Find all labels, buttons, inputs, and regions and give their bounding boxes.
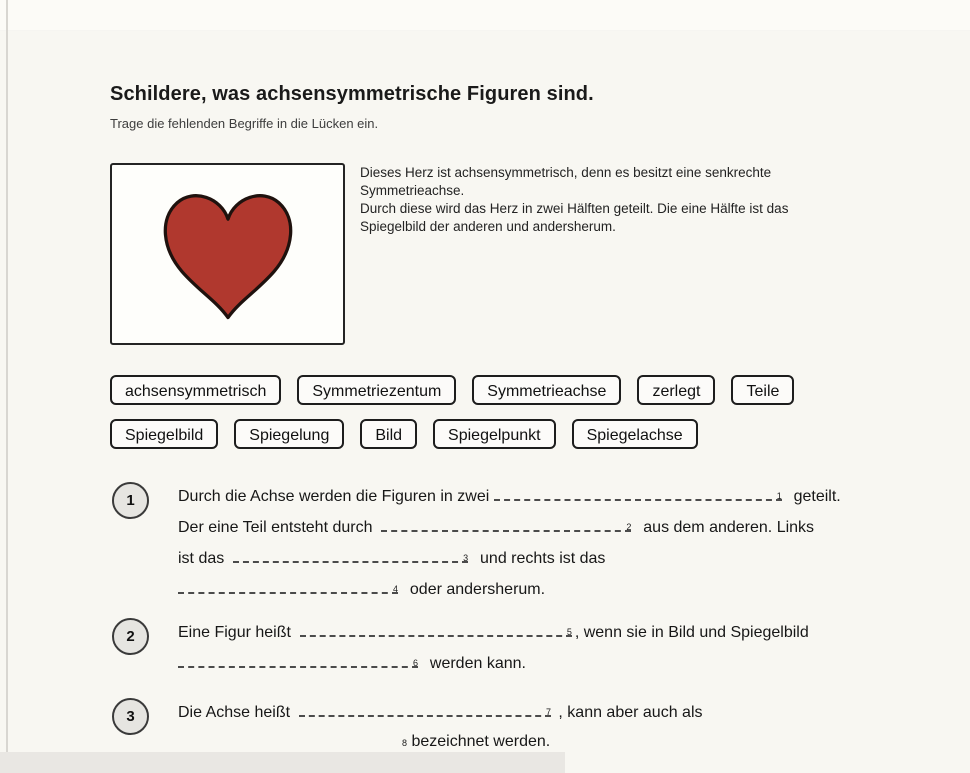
page-title: Schildere, was achsensymmetrische Figuren sind. [110, 83, 594, 105]
blank-number: 7 [545, 707, 551, 717]
blank-number: 2 [626, 522, 632, 532]
exercise-lines [178, 694, 898, 756]
word-chip[interactable]: Spiegelung [234, 419, 344, 449]
blank-number: 4 [392, 584, 398, 594]
word-bank-row [110, 419, 910, 449]
exercise-number-badge: 3 [112, 698, 149, 735]
exercise-text: und rechts ist das [471, 550, 606, 567]
exercise-text: aus dem anderen. Links [634, 519, 815, 536]
figure-caption [360, 164, 960, 236]
blank-field-4[interactable] [178, 571, 398, 594]
page-top-strip [0, 0, 970, 31]
word-chip[interactable]: achsensymmetrisch [110, 375, 281, 405]
word-chip[interactable]: Spiegelpunkt [433, 419, 556, 449]
exercise-number-badge: 1 [112, 482, 149, 519]
blank-number: 8 [402, 738, 408, 748]
blank-number: 6 [412, 658, 418, 668]
exercise-text: werden kann. [421, 655, 526, 672]
blank-number: 5 [566, 627, 572, 637]
blank-field-2[interactable] [381, 509, 631, 532]
exercise-lines [178, 614, 898, 676]
heart-figure-box [110, 163, 345, 345]
blank-field-1[interactable] [494, 478, 782, 501]
heart-icon [146, 176, 310, 332]
exercise-2 [110, 614, 898, 676]
word-chip[interactable]: Spiegelbild [110, 419, 218, 449]
exercise-text: Eine Figur heißt [178, 624, 300, 641]
blank-field-3[interactable] [233, 540, 468, 563]
exercise-text: Die Achse heißt [178, 704, 299, 721]
exercise-number-badge: 2 [112, 618, 149, 655]
figure-caption-line: Spiegelbild der anderen und andersherum. [360, 219, 616, 234]
exercise-text: Durch die Achse werden die Figuren in zwei [178, 488, 494, 505]
blank-field-5[interactable] [300, 614, 572, 637]
figure-caption-line: Dieses Herz ist achsensymmetrisch, denn es besitzt eine senkrechte [360, 165, 772, 180]
page-subtitle: Trage die fehlenden Begriffe in die Lücken ein. [110, 116, 379, 131]
word-chip[interactable]: Spiegelachse [572, 419, 698, 449]
blank-gap[interactable] [178, 725, 402, 746]
exercise-text: geteilt. [784, 488, 841, 505]
exercise-text: , wenn sie in Bild und Spiegelbild [574, 624, 809, 641]
blank-number: 1 [776, 491, 782, 501]
blank-number: 3 [463, 553, 469, 563]
exercise-3 [110, 694, 898, 756]
word-bank-row [110, 375, 910, 405]
heart-shape [165, 196, 290, 318]
exercise-text: oder andersherum. [401, 581, 546, 598]
word-chip[interactable]: Bild [360, 419, 417, 449]
blank-field-6[interactable] [178, 645, 418, 668]
page-left-edge [6, 0, 8, 755]
word-chip[interactable]: Symmetriezentum [297, 375, 456, 405]
exercise-1 [110, 478, 898, 602]
exercise-text: , kann aber auch als [553, 704, 703, 721]
word-chip[interactable]: Symmetrieachse [472, 375, 621, 405]
word-bank [110, 375, 910, 463]
figure-caption-line: Symmetrieachse. [360, 183, 465, 198]
blank-field-7[interactable] [299, 694, 551, 717]
exercise-lines [178, 478, 898, 602]
figure-caption-line: Durch diese wird das Herz in zwei Hälften geteilt. Die eine Hälfte ist das [360, 201, 789, 216]
exercise-text: Der eine Teil entsteht durch [178, 519, 382, 536]
exercise-text: bezeichnet werden. [407, 733, 551, 750]
exercise-text: ist das [178, 550, 234, 567]
word-chip[interactable]: Teile [731, 375, 794, 405]
word-chip[interactable]: zerlegt [637, 375, 715, 405]
